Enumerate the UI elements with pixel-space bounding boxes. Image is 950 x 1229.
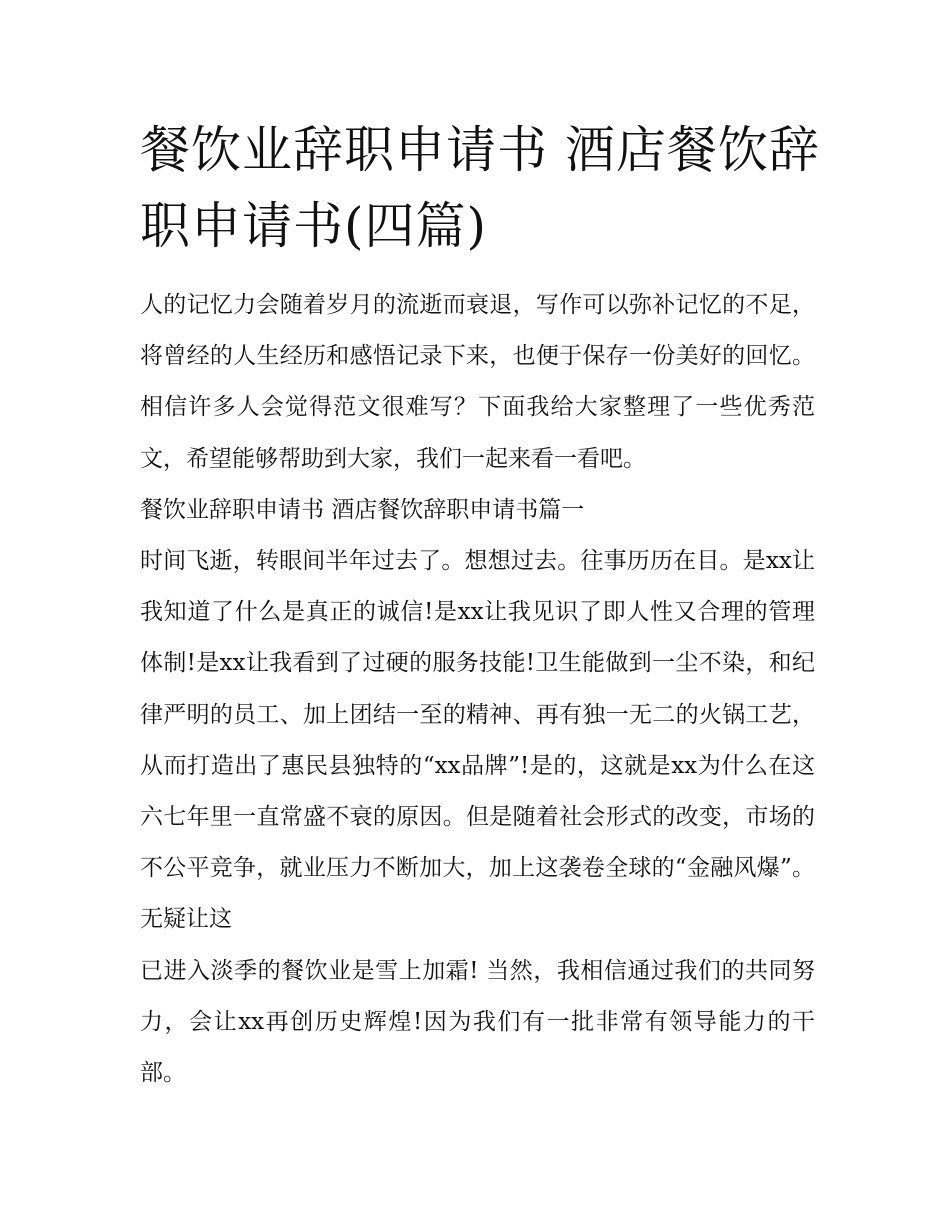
body-paragraph-2: 已进入淡季的餐饮业是雪上加霜! 当然，我相信通过我们的共同努力，会让xx再创历史辉煌!因为我们有一批非常有领导能力的干部。: [140, 957, 815, 1087]
section-heading: 餐饮业辞职申请书 酒店餐饮辞职申请书篇一: [140, 496, 585, 523]
document-body: [140, 280, 815, 1099]
document-title: 餐饮业辞职申请书 酒店餐饮辞职申请书(四篇): [140, 121, 820, 255]
intro-paragraph: 人的记忆力会随着岁月的流逝而衰退，写作可以弥补记忆的不足，将曾经的人生经历和感悟记录下来，也便于保存一份美好的回忆。相信许多人会觉得范文很难写？下面我给大家整理了一些优秀范文，希望能够帮助到大家，我们一起来看一看吧。: [140, 292, 815, 472]
body-paragraph-1: 时间飞逝，转眼间半年过去了。想想过去。往事历历在目。是xx让我知道了什么是真正的诚信!是xx让我见识了即人性又合理的管理体制!是xx让我看到了过硬的服务技能!卫生能做到一尘不染，和纪律严明的员工、加上团结一至的精神、再有独一无二的火锅工艺，从而打造出了惠民县独特的“xx品牌”!是的，这就是xx为什么在这六七年里一直常盛不衰的原因。但是随着社会形式的改变，市场的不公平竞争，就业压力不断加大，加上这袭卷全球的“金融风爆”。无疑让这: [140, 548, 815, 933]
